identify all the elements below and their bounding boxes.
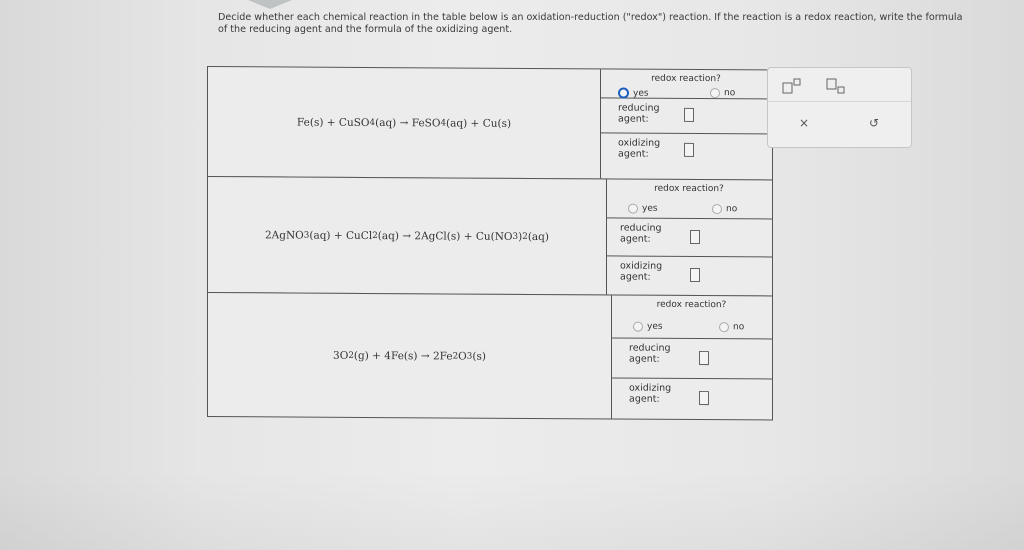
oxidizing-agent-2: oxidizing agent:	[606, 255, 772, 296]
no-radio-1[interactable]: no	[710, 88, 735, 98]
reaction-row-1	[207, 66, 773, 180]
radio-empty-icon	[712, 204, 722, 214]
oxidizing-agent-1: oxidizing agent:	[600, 132, 772, 180]
redox-question-1: redox reaction? yes no	[600, 69, 772, 99]
reducing-agent-input-2[interactable]	[690, 230, 700, 244]
close-icon: ×	[799, 116, 810, 130]
reaction-equation-1: Fe (s) + CuSO 4 (aq) → FeSO 4 (aq) + Cu(s)	[208, 67, 601, 178]
subscript-box-icon	[826, 78, 848, 94]
no-radio-2[interactable]: no	[712, 204, 737, 214]
screen-shadow	[0, 470, 1024, 550]
redox-panel-2	[606, 179, 772, 295]
yes-radio-1[interactable]: yes	[618, 88, 649, 99]
toolbar-divider	[768, 101, 911, 102]
reducing-agent-3: reducing agent:	[611, 337, 772, 379]
reaction-equation-2: 2AgNO 3 (aq) + CuCl 2 (aq) → 2AgCl(s) + Cu(NO 3 ) 2 (aq)	[208, 177, 607, 294]
reducing-agent-1: reducing agent:	[600, 97, 772, 134]
undo-button[interactable]	[869, 116, 879, 130]
reaction-row-2	[207, 176, 773, 296]
yes-radio-2[interactable]: yes	[628, 204, 658, 214]
instructions	[218, 12, 1024, 36]
yes-radio-3[interactable]: yes	[633, 322, 663, 332]
radio-empty-icon	[710, 88, 720, 98]
redox-question-2: redox reaction? yes no	[606, 179, 772, 219]
oxidizing-agent-3: oxidizing agent:	[611, 377, 772, 420]
redox-question-3: redox reaction? yes no	[611, 295, 772, 339]
no-radio-3[interactable]: no	[719, 322, 744, 332]
reducing-agent-input-3[interactable]	[699, 351, 709, 365]
reaction-table	[207, 66, 773, 421]
collapse-chevron-icon[interactable]	[248, 0, 292, 9]
radio-empty-icon	[628, 204, 638, 214]
reaction-equation-3: 3O 2 (g) + 4Fe(s) → 2Fe 2 O 3 (s)	[208, 293, 612, 418]
formula-toolbar	[767, 67, 912, 148]
instructions-line-2: of the reducing agent and the formula of the oxidizing agent.	[218, 24, 513, 35]
instructions-line-1: Decide whether each chemical reaction in the table below is an oxidation-reduction ("redox") reaction. If the reaction is a redox reaction, write the formula	[218, 12, 963, 23]
subscript-button[interactable]	[826, 78, 848, 97]
redox-panel-3	[611, 295, 772, 419]
superscript-box-icon	[782, 78, 804, 94]
radio-empty-icon	[633, 322, 643, 332]
oxidizing-agent-input-3[interactable]	[699, 391, 709, 405]
undo-icon: ↺	[869, 116, 880, 130]
redox-panel-1	[600, 69, 772, 179]
oxidizing-agent-input-1[interactable]	[684, 143, 694, 157]
reducing-agent-2: reducing agent:	[606, 217, 772, 257]
reaction-row-3	[207, 292, 773, 420]
oxidizing-agent-input-2[interactable]	[690, 268, 700, 282]
clear-button[interactable]	[799, 116, 809, 130]
reducing-agent-input-1[interactable]	[684, 108, 694, 122]
radio-empty-icon	[719, 322, 729, 332]
superscript-button[interactable]	[782, 78, 804, 97]
